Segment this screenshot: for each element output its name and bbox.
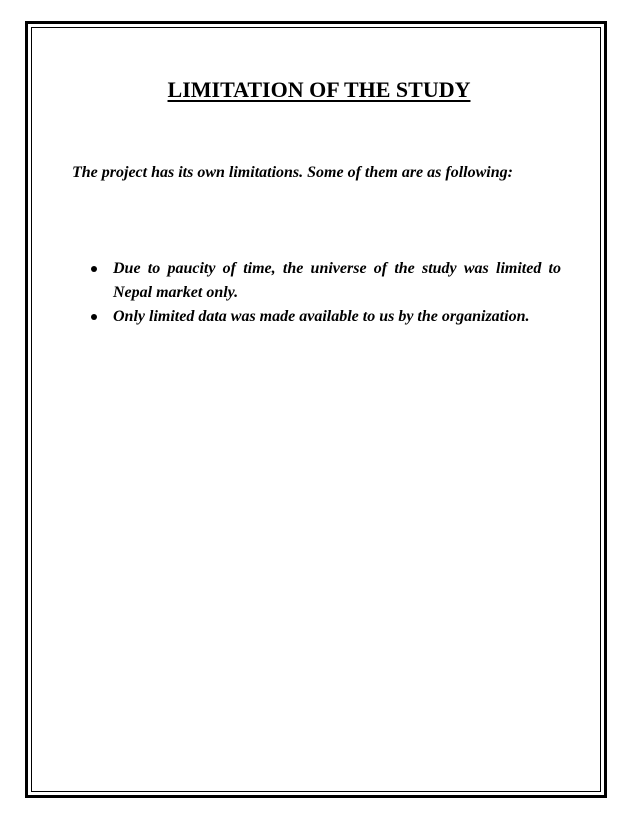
list-item-text: Due to paucity of time, the universe of the study was limited to Nepal market only. (113, 260, 561, 301)
page-title: LIMITATION OF THE STUDY (167, 77, 471, 102)
list-item (91, 257, 561, 305)
list-item (91, 305, 561, 329)
bullet-icon (91, 314, 97, 320)
list-item-text: Only limited data was made available to us by the organization. (113, 308, 530, 325)
page-border (25, 21, 607, 798)
intro-paragraph: The project has its own limitations. Some of them are as following: (72, 164, 513, 181)
limitations-list (91, 257, 561, 329)
bullet-icon (91, 266, 97, 272)
